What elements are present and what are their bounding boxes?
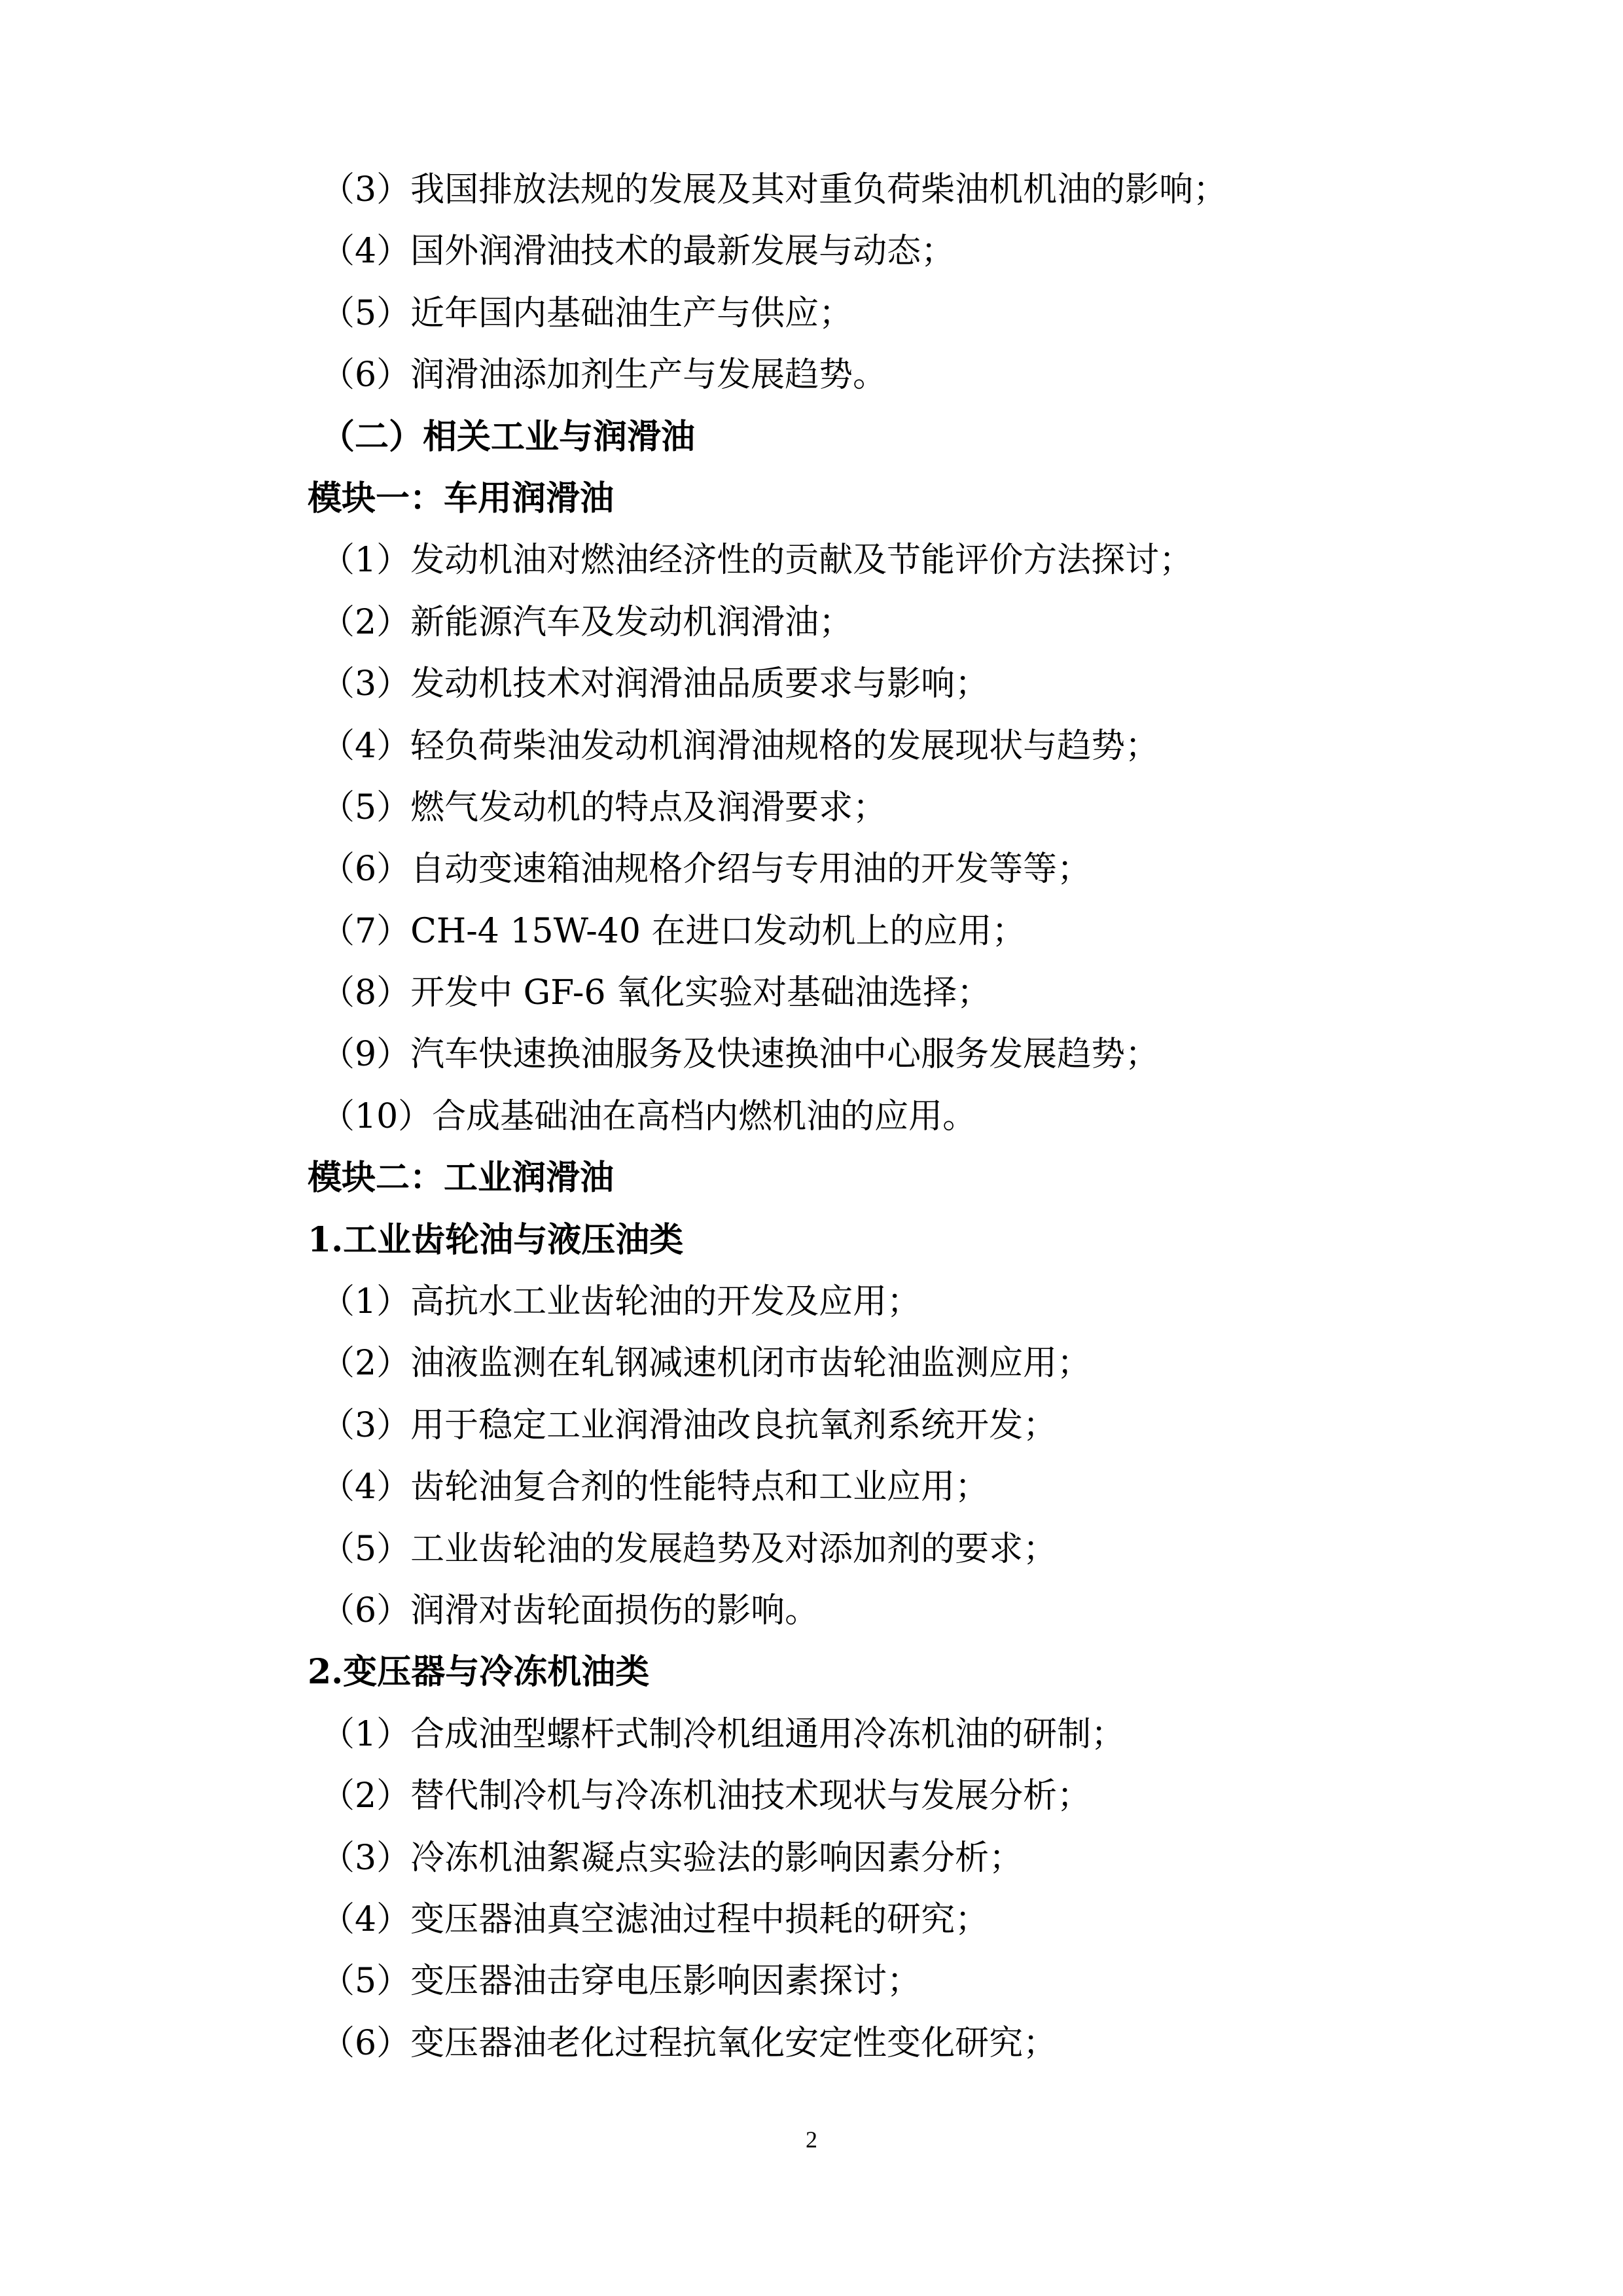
list-item: （1）高抗水工业齿轮油的开发及应用； [321, 1282, 921, 1322]
section-heading: 模块二：工业润滑油 [308, 1158, 615, 1198]
list-item: （5）工业齿轮油的发展趋势及对添加剂的要求； [321, 1529, 1058, 1569]
list-item: （6）自动变速箱油规格介绍与专用油的开发等等； [321, 850, 1092, 889]
list-item: （6）润滑油添加剂生产与发展趋势。 [321, 355, 887, 395]
list-item: （3）我国排放法规的发展及其对重负荷柴油机机油的影响； [321, 170, 1228, 209]
list-item: （4）齿轮油复合剂的性能特点和工业应用； [321, 1467, 990, 1507]
list-item: （2）新能源汽车及发动机润滑油； [321, 602, 853, 642]
list-item: （2）油液监测在轧钢减速机闭市齿轮油监测应用； [321, 1344, 1092, 1384]
list-item: （3）冷冻机油絮凝点实验法的影响因素分析； [321, 1838, 1024, 1878]
list-item: （4）轻负荷柴油发动机润滑油规格的发展现状与趋势； [321, 726, 1160, 766]
section-heading: （二）相关工业与润滑油 [321, 416, 696, 457]
list-item: （6）润滑对齿轮面损伤的影响。 [321, 1590, 819, 1630]
page-body [308, 159, 1381, 2074]
section-heading: 1.工业齿轮油与液压油类 [308, 1219, 684, 1260]
list-item: （3）发动机技术对润滑油品质要求与影响； [321, 664, 990, 704]
list-item: （1）发动机油对燃油经济性的贡献及节能评价方法探讨； [321, 541, 1194, 581]
list-item: （2）替代制冷机与冷冻机油技术现状与发展分析； [321, 1776, 1092, 1816]
page-number: 2 [806, 2126, 817, 2153]
list-item: （4）国外润滑油技术的最新发展与动态； [321, 232, 955, 272]
list-item: （7）CH-4 15W-40 在进口发动机上的应用； [321, 911, 1026, 951]
list-item: （6）变压器油老化过程抗氧化安定性变化研究； [321, 2023, 1058, 2063]
list-item: （5）燃气发动机的特点及润滑要求； [321, 787, 887, 827]
list-item: （5）变压器油击穿电压影响因素探讨； [321, 1962, 921, 2001]
section-heading: 模块一：车用润滑油 [308, 478, 615, 518]
list-item: （8）开发中 GF-6 氧化实验对基础油选择； [321, 973, 991, 1013]
list-item: （1）合成油型螺杆式制冷机组通用冷冻机油的研制； [321, 1714, 1126, 1754]
list-item: （10）合成基础油在高档内燃机油的应用。 [321, 1096, 977, 1136]
list-item: （9）汽车快速换油服务及快速换油中心服务发展趋势； [321, 1035, 1160, 1075]
section-heading: 2.变压器与冷冻机油类 [308, 1652, 650, 1693]
list-item: （5）近年国内基础油生产与供应； [321, 293, 853, 333]
list-item: （4）变压器油真空滤油过程中损耗的研究； [321, 1899, 990, 1939]
list-item: （3）用于稳定工业润滑油改良抗氧剂系统开发； [321, 1405, 1058, 1445]
